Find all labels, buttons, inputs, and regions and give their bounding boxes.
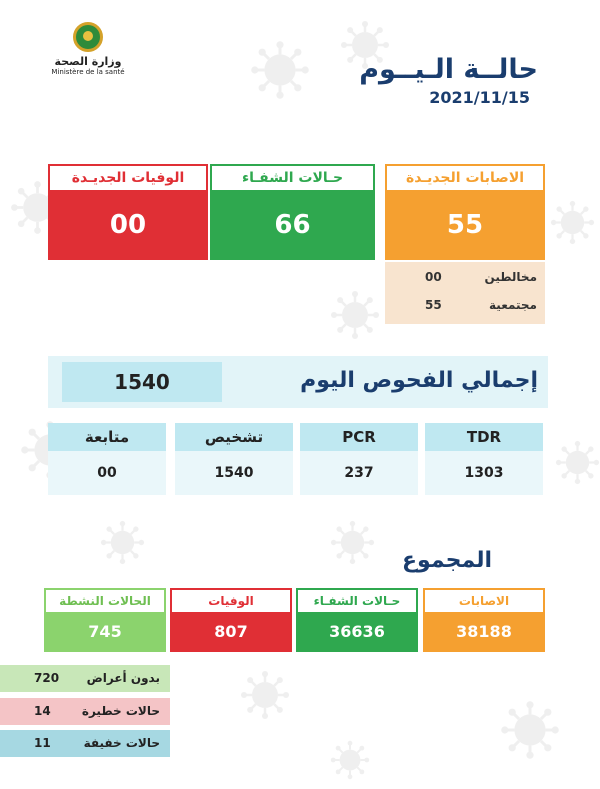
test-col-header: تشخيص bbox=[175, 423, 293, 451]
virus-icon bbox=[555, 440, 600, 485]
mild-label: حالات خفيفة bbox=[83, 736, 160, 750]
mild-value: 11 bbox=[34, 736, 51, 750]
report-date: 2021/11/15 bbox=[429, 88, 530, 107]
community-row bbox=[385, 298, 545, 318]
test-col-tdr bbox=[425, 423, 543, 495]
contacts-row bbox=[385, 270, 545, 290]
total-tests-label: إجمالي الفحوص اليوم bbox=[300, 368, 538, 393]
active-cases-label: الحالات النشطة bbox=[44, 588, 166, 612]
test-col-value: 1303 bbox=[464, 465, 504, 481]
total-deaths-value: 807 bbox=[170, 612, 292, 652]
virus-icon bbox=[500, 700, 560, 760]
virus-icon bbox=[100, 520, 145, 565]
contacts-label: مخالطين bbox=[484, 270, 537, 284]
new-cases-breakdown bbox=[385, 262, 545, 324]
test-col-value: 237 bbox=[344, 465, 374, 481]
totals-title: المجموع bbox=[402, 548, 492, 573]
total-cases-card bbox=[423, 588, 545, 652]
virus-icon bbox=[330, 740, 370, 780]
asymptomatic-label: بدون أعراض bbox=[86, 671, 160, 685]
test-col-header: PCR bbox=[300, 423, 418, 451]
total-deaths-card bbox=[170, 588, 292, 652]
page-title: حالــة الـيــوم bbox=[359, 54, 538, 85]
test-col-value: 00 bbox=[97, 465, 117, 481]
test-col-pcr bbox=[300, 423, 418, 495]
test-col-header: متابعة bbox=[48, 423, 166, 451]
test-col-followup bbox=[48, 423, 166, 495]
asymptomatic-value: 720 bbox=[34, 671, 60, 685]
total-cases-value: 38188 bbox=[423, 612, 545, 652]
total-recovered-card bbox=[296, 588, 418, 652]
virus-icon bbox=[240, 670, 290, 720]
mild-strip bbox=[0, 730, 170, 757]
new-cases-label: الاصابات الجديـدة bbox=[385, 164, 545, 190]
severe-strip bbox=[0, 698, 170, 725]
recovered-value: 66 bbox=[210, 190, 375, 260]
severe-label: حالات خطيرة bbox=[81, 704, 160, 718]
virus-icon bbox=[330, 290, 380, 340]
new-deaths-value: 00 bbox=[48, 190, 208, 260]
new-deaths-card bbox=[48, 164, 208, 260]
virus-icon bbox=[250, 40, 310, 100]
test-col-diagnosis bbox=[175, 423, 293, 495]
total-recovered-label: حـالات الشفـاء bbox=[296, 588, 418, 612]
ministry-emblem-icon bbox=[73, 22, 103, 52]
total-deaths-label: الوفيات bbox=[170, 588, 292, 612]
severe-value: 14 bbox=[34, 704, 51, 718]
test-col-value: 1540 bbox=[214, 465, 254, 481]
asymptomatic-strip bbox=[0, 665, 170, 692]
community-label: مجتمعية bbox=[489, 298, 537, 312]
new-cases-card bbox=[385, 164, 545, 260]
contacts-value: 00 bbox=[425, 270, 442, 284]
ministry-name-fr: Ministère de la santé bbox=[51, 68, 125, 76]
virus-icon bbox=[330, 520, 375, 565]
recovered-label: حـالات الشفـاء bbox=[210, 164, 375, 190]
active-cases-card bbox=[44, 588, 166, 652]
new-deaths-label: الوفيات الجديـدة bbox=[48, 164, 208, 190]
total-recovered-value: 36636 bbox=[296, 612, 418, 652]
total-tests-value: 1540 bbox=[62, 362, 222, 402]
ministry-name-ar: وزارة الصحة bbox=[54, 55, 122, 68]
test-col-header: TDR bbox=[425, 423, 543, 451]
total-cases-label: الاصابات bbox=[423, 588, 545, 612]
recovered-card bbox=[210, 164, 375, 260]
virus-icon bbox=[550, 200, 595, 245]
community-value: 55 bbox=[425, 298, 442, 312]
new-cases-value: 55 bbox=[385, 190, 545, 260]
ministry-logo bbox=[48, 22, 128, 76]
active-cases-value: 745 bbox=[44, 612, 166, 652]
